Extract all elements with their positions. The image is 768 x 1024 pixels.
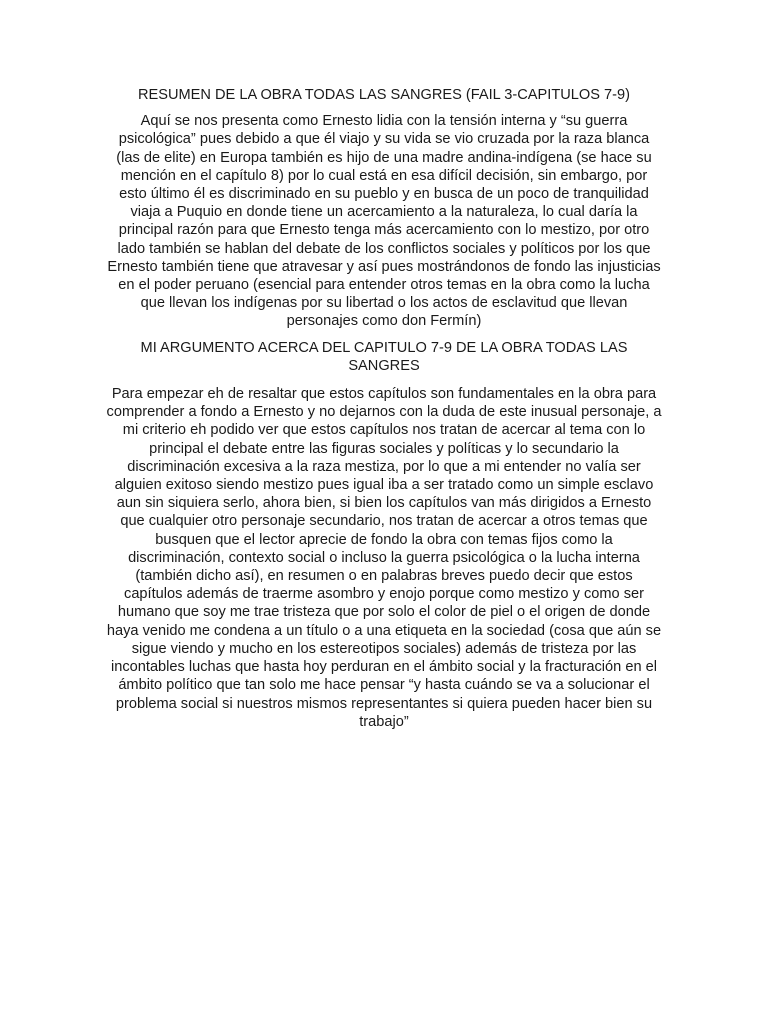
argument-paragraph: Para empezar eh de resaltar que estos capítulos son fundamentales en la obra para comprender a fondo a Ernesto y no dejarnos con la duda de este inusual personaje, a mi criterio eh podido ver que estos capítulos nos tratan de acercar al tema con lo principal el debate entre las figuras sociales y políticas y lo secundario la discriminación excesiva a la raza mestiza, por lo que a mi entender no valía ser alguien exitoso siendo mestizo pues igual iba a ser tratado como un simple esclavo aun sin siquiera serlo, ahora bien, si bien los capítulos van más dirigidos a Ernesto que cualquier otro personaje secundario, nos tratan de acercar a otros temas que busquen que el lector aprecie de fondo la obra con temas fijos como la discriminación, contexto social o incluso la guerra psicológica o la lucha interna (también dicho así), en resumen o en palabras breves puedo decir que estos capítulos además de traerme asombro y enojo porque como mestizo y como ser humano que soy me trae tristeza que por solo el color de piel o el origen de donde haya venido me condena a un título o a una etiqueta en la sociedad (cosa que aún se sigue viendo y mucho en los estereotipos sociales) además de tristeza por las incontables luchas que hasta hoy perduran en el ámbito social y la fracturación en el ámbito político que tan solo me hace pensar “y hasta cuándo se va a solucionar el problema social si nuestros mismos representantes si quiera pueden hacer bien su trabajo” (106, 386, 662, 730)
summary-paragraph: Aquí se nos presenta como Ernesto lidia con la tensión interna y “su guerra psicológica” pues debido a que él viajo y su vida se vio cruzada por la raza blanca (las de elite) en Europa también es hijo de una madre andina-indígena (se hace su mención en el capítulo 8) por lo cual está en esa difícil decisión, sin embargo, por esto último él es discriminado en su pueblo y en busca de un poco de tranquilidad viaja a Puquio en donde tiene un acercamiento a la naturaleza, lo cual daría la principal razón para que Ernesto tenga más acercamiento con lo mestizo, por otro lado también se hablan del debate de los conflictos sociales y políticos por los que Ernesto también tiene que atravesar y así pues mostrándonos de fondo las injusticias en el poder peruano (esencial para entender otros temas en la obra como la lucha que llevan los indígenas por su libertad o los actos de esclavitud que llevan personajes como don Fermín) (107, 113, 661, 330)
argument-title: MI ARGUMENTO ACERCA DEL CAPITULO 7-9 DE LA OBRA TODAS LAS SANGRES (140, 339, 628, 374)
document-page (106, 86, 662, 739)
document-title: RESUMEN DE LA OBRA TODAS LAS SANGRES (FAIL 3-CAPITULOS 7-9) (137, 87, 630, 103)
